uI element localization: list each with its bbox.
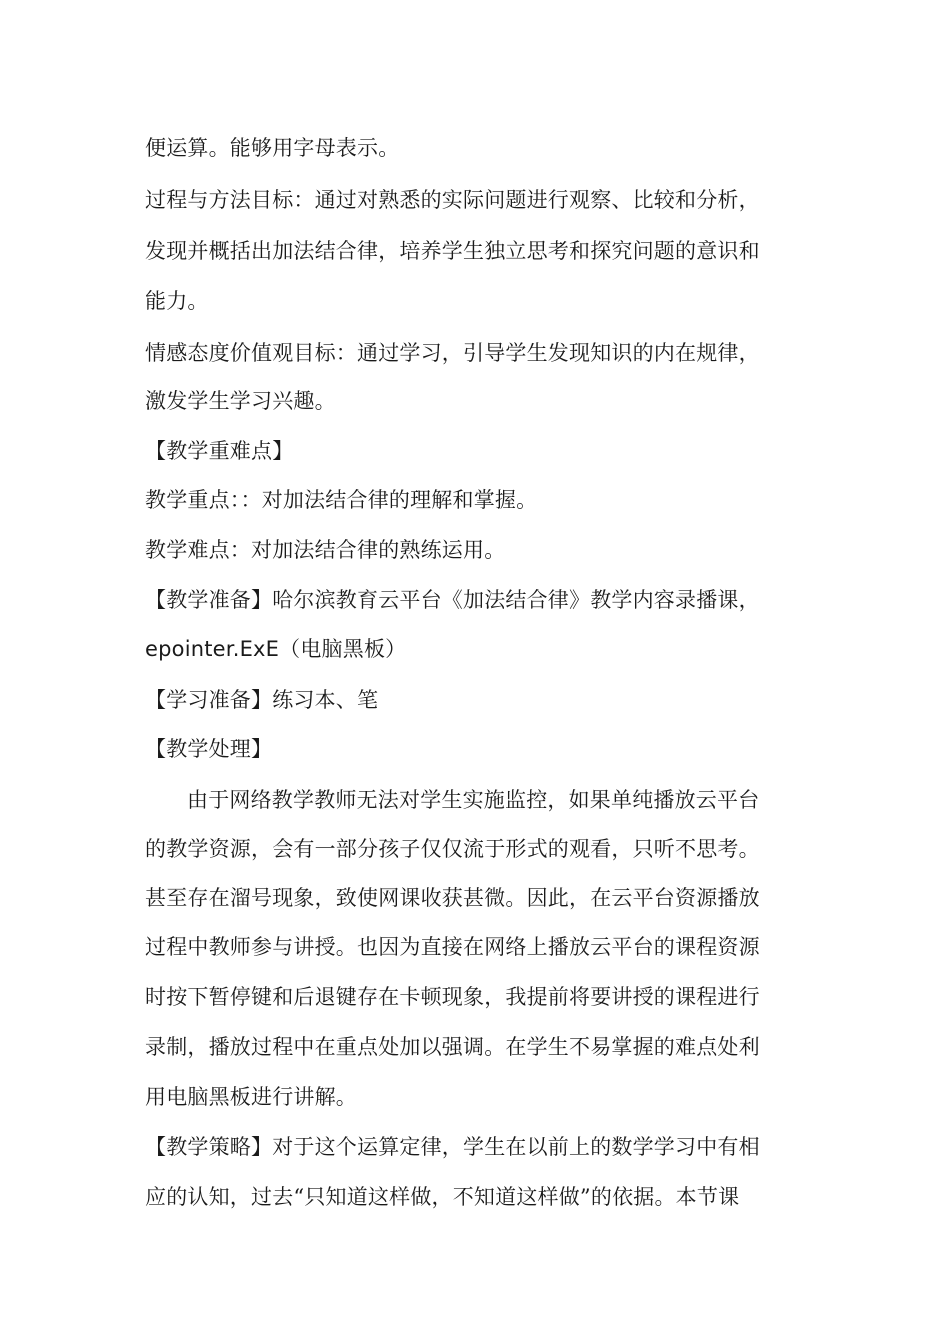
text-segment: （电脑黑板） — [279, 637, 407, 661]
section-heading: 【学习准备】练习本、笔 — [145, 688, 379, 712]
text-line: 过程中教师参与讲授。也因为直接在网络上播放云平台的课程资源 — [145, 935, 760, 959]
text-line: 的教学资源，会有一部分孩子仅仅流于形式的观看，只听不思考。 — [145, 837, 760, 861]
text-line: 录制，播放过程中在重点处加以强调。在学生不易掌握的难点处利 — [145, 1035, 760, 1059]
software-name: epointer.ExE — [145, 637, 280, 661]
section-heading: 【教学处理】 — [145, 737, 273, 761]
text-line: 能力。 — [145, 289, 209, 313]
text-line: 教学难点：对加法结合律的熟练运用。 — [145, 538, 506, 562]
text-line: 甚至存在溜号现象，致使网课收获甚微。因此，在云平台资源播放 — [145, 886, 760, 910]
text-line: 激发学生学习兴趣。 — [145, 389, 336, 413]
section-heading: 【教学策略】对于这个运算定律，学生在以前上的数学学习中有相 — [145, 1135, 760, 1159]
text-line: 发现并概括出加法结合律，培养学生独立思考和探究问题的意识和 — [145, 239, 760, 263]
text-line: 情感态度价值观目标：通过学习，引导学生发现知识的内在规律， — [145, 341, 760, 365]
text-line: 应的认知，过去“只知道这样做，不知道这样做”的依据。本节课 — [145, 1185, 740, 1209]
section-heading: 【教学准备】哈尔滨教育云平台《加法结合律》教学内容录播课， — [145, 588, 760, 612]
section-heading: 【教学重难点】 — [145, 439, 294, 463]
text-line: 时按下暂停键和后退键存在卡顿现象，我提前将要讲授的课程进行 — [145, 985, 760, 1009]
paragraph-first-line: 由于网络教学教师无法对学生实施监控，如果单纯播放云平台 — [187, 788, 760, 812]
text-line: 用电脑黑板进行讲解。 — [145, 1085, 357, 1109]
text-line — [145, 634, 825, 664]
text-line: 过程与方法目标：通过对熟悉的实际问题进行观察、比较和分析， — [145, 188, 760, 212]
text-line: 教学重点：：对加法结合律的理解和掌握。 — [145, 488, 538, 512]
text-line: 便运算。能够用字母表示。 — [145, 136, 400, 160]
